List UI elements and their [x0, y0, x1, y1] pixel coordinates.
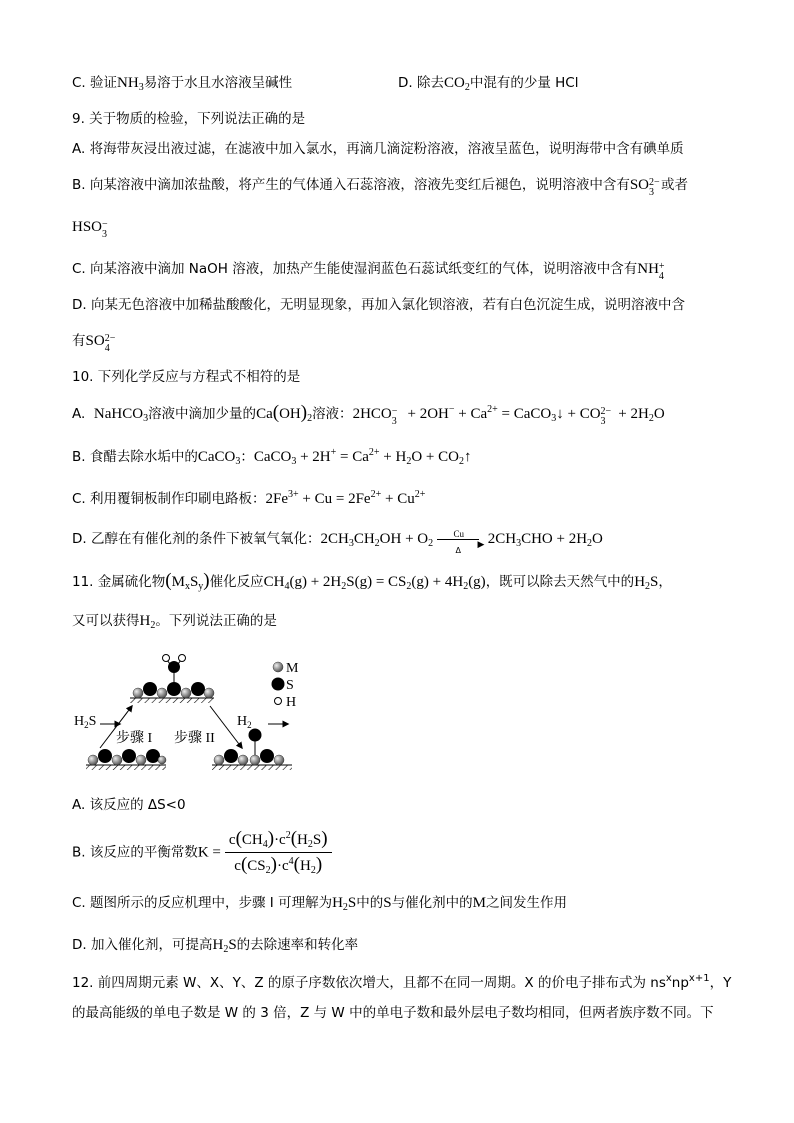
svg-text:M: M: [286, 661, 299, 676]
q12-stem-line2: 的最高能级的单电子数是 W 的 3 倍，Z 与 W 中的单电子数和最外层电子数均相同，但两者族序数不同。下: [72, 1005, 714, 1021]
q9-stem: 9. 关于物质的检验，下列说法正确的是: [72, 111, 306, 127]
svg-text:H: H: [286, 695, 297, 710]
q11-stem: 11. 金属硫化物$(M_xS_y)$催化反应$CH_4(g) + 2H_2S(g) = CS_2(g) + 4H_2(g)$，既可以除去天然气中的$H_2S$，: [72, 570, 672, 592]
q9-option-a: A. 将海带灰浸出液过滤，在滤液中加入氯水，再滴几滴淀粉溶液，溶液呈蓝色，说明海带中含有碘单质: [72, 141, 684, 157]
q12-stem-line1: 12. 前四周期元素 W、X、Y、Z 的原子序数依次增大，且都不在同一周期。X 的价电子排布式为 $ns^xnp^{x+1}$，Y: [72, 973, 732, 991]
top-catalyst-surface: [130, 655, 214, 704]
q9-option-d: D. 向某无色溶液中加稀盐酸酸化，无明显现象，再加入氯化钡溶液，若有白色沉淀生成，说明溶液中含: [72, 297, 685, 313]
q11-option-c: C. 题图所示的反应机理中，步骤 I 可理解为$H_2S$中的S与催化剂中的M之间发生作用: [72, 895, 567, 913]
q10-option-c: C. 利用覆铜板制作印刷电路板：$2Fe^{3+} + Cu = 2Fe^{2+} + Cu^{2+}$: [72, 489, 426, 507]
bottom-right-catalyst-surface: [212, 729, 292, 771]
atom-legend: [272, 661, 300, 710]
q10-option-b: B. 食醋去除水垢中的CaCO$_3$：CaCO$_3$ + $2H^+ = Ca^{2+} + H_2O$ + $CO_2↑$: [72, 447, 472, 467]
q9-option-c: C. 向某溶液中滴加 NaOH 溶液，加热产生能使湿润蓝色石蕊试纸变红的气体，说明溶液中含有NH + 4: [72, 261, 665, 282]
q11-option-d: D. 加入催化剂，可提高$H_2S$的去除速率和转化率: [72, 937, 359, 955]
reaction-condition-arrow: Cu ▶ Δ: [437, 532, 483, 546]
q11-option-a: A. 该反应的 ΔS<0: [72, 797, 186, 813]
bottom-left-catalyst-surface: [86, 749, 166, 770]
reaction-mechanism-figure: [70, 650, 330, 780]
q11-stem-line2: 又可以获得$H_2$。下列说法正确的是: [72, 613, 277, 631]
step2-label: 步骤 II: [174, 731, 215, 746]
step1-label: 步骤 I: [116, 731, 153, 746]
q10-option-d: D. 乙醇在有催化剂的条件下被氧气氧化：$2CH_3CH_2OH + O_2$ Cu ▶ Δ $2CH_3CHO + 2H_2O$: [72, 529, 603, 555]
q9-option-b-hso3: HSO − 3: [72, 219, 108, 240]
q9-option-b: B. 向某溶液中滴加浓盐酸，将产生的气体通入石蕊溶液，溶液先变红后褪色，说明溶液中含有SO 2− 3 或者: [72, 177, 689, 198]
q9-option-d-cont: 有SO 2− 4: [72, 333, 116, 354]
h2-label: $H_2$: [237, 714, 252, 730]
equilibrium-constant-fraction: $\frac{c(CH_4)\cdot c^2(H_2S)}{c(CS_2)\cdot c^4(H_2)}$: [225, 829, 332, 876]
svg-text:S: S: [286, 678, 294, 693]
q8-option-c: C. 验证$NH_3$易溶于水且水溶液呈碱性: [72, 75, 293, 93]
h2s-label: $H_2S$: [74, 714, 97, 730]
q10-option-a: A. NaHCO$_3$溶液中滴加少量的$Ca(OH)_2$溶液：2HCO − 3 + $2OH^- + Ca^{2+}$ = CaCO$_3$↓ + CO 2− 3 + $2H_2O$: [72, 402, 665, 427]
q8-option-d: D. 除去$CO_2$中混有的少量 HCl: [398, 75, 579, 93]
q11-option-b: B. 该反应的平衡常数K = $\frac{c(CH_4)\cdot c^2(H_2S)}{c(CS_2)\cdot c^4(H_2)}$: [72, 829, 332, 876]
q10-stem: 10. 下列化学反应与方程式不相符的是: [72, 369, 301, 385]
